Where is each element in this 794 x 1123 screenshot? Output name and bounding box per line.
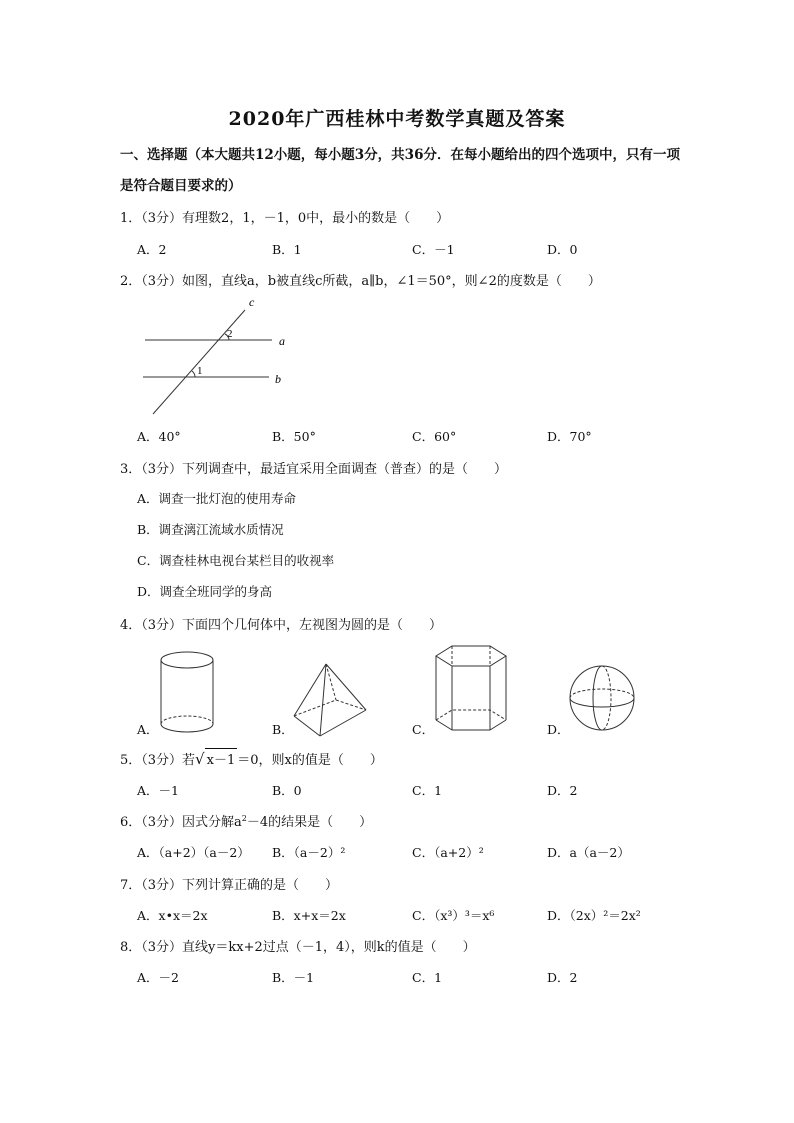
question-7-option-a: A．x•x＝2x (137, 908, 208, 923)
question-1-option-c: C．－1 (412, 242, 455, 257)
line-c (153, 310, 245, 414)
question-6-stem-post: －4的结果是（ ） (246, 815, 373, 830)
question-7-option-c: C．（x³）³＝x⁶ (412, 908, 495, 923)
question-3-option-c: C．调查桂林电视台某栏目的收视率 (137, 553, 335, 568)
angle-1-label: 1 (197, 365, 203, 377)
section-heading: 一、选择题（本大题共12小题，每小题3分，共36分．在每小题给出的四个选项中，只有一项是符合题目要求的） (120, 147, 680, 194)
line-b-label: b (275, 372, 281, 386)
question-5-option-d: D．2 (547, 783, 578, 798)
question-1-option-a: A．2 (137, 242, 167, 257)
question-3-option-d: D．调查全班同学的身高 (137, 584, 273, 599)
question-5-option-c: C．1 (412, 783, 443, 798)
question-8-option-c: C．1 (412, 970, 443, 985)
line-a-label: a (279, 334, 285, 348)
question-4-option-b: B． (272, 722, 294, 737)
question-8-option-a: A．－2 (137, 970, 179, 985)
page-title: 2020年广西桂林中考数学真题及答案 (228, 108, 566, 130)
question-6-option-c: C．（a+2）² (412, 845, 484, 860)
line-c-label: c (249, 295, 255, 309)
question-6-option-b: B．（a－2）² (272, 845, 346, 860)
parallel-lines-figure (135, 292, 295, 418)
question-5-stem-pre: 5．（3分）若 (120, 753, 196, 768)
question-4-option-d: D． (547, 722, 570, 737)
question-4-option-a: A． (137, 722, 159, 737)
sphere-figure (566, 662, 638, 734)
question-3-stem: 3．（3分）下列调查中，最适宜采用全面调查（普查）的是（ ） (120, 462, 508, 477)
question-3-option-b: B．调查漓江流域水质情况 (137, 522, 284, 537)
question-3-option-a: A．调查一批灯泡的使用寿命 (137, 491, 297, 506)
question-6-exponent: 2 (241, 814, 247, 823)
question-5-option-a: A．－1 (137, 783, 179, 798)
question-2-option-c: C．60° (412, 429, 457, 444)
question-6-option-a: A．（a+2）（a－2） (137, 845, 250, 860)
question-2-stem: 2．（3分）如图，直线a，b被直线c所截，a∥b，∠1＝50°，则∠2的度数是（ ） (120, 274, 601, 289)
question-7-option-b: B．x+x＝2x (272, 908, 346, 923)
question-4-stem: 4．（3分）下面四个几何体中，左视图为圆的是（ ） (120, 618, 443, 633)
question-6-option-d: D．a（a－2） (547, 845, 630, 860)
angle-1-arc (192, 371, 195, 377)
question-8-stem: 8．（3分）直线y＝kx+2过点（－1，4），则k的值是（ ） (120, 940, 476, 955)
question-5-stem-post: ＝0，则x的值是（ ） (237, 753, 383, 768)
question-6-stem-pre: 6．（3分）因式分解a (120, 815, 242, 830)
question-7-option-d: D．（2x）²＝2x² (547, 908, 641, 923)
question-1-option-d: D．0 (547, 242, 578, 257)
pyramid-figure (290, 660, 370, 740)
question-2-option-d: D．70° (547, 429, 592, 444)
question-1-stem: 1．（3分）有理数2，1，－1，0中，最小的数是（ ） (120, 211, 450, 226)
hexagonal-prism-figure (432, 644, 512, 736)
angle-2-label: 2 (227, 328, 233, 340)
radical-sign-icon: √ (195, 750, 205, 768)
question-8-option-d: D．2 (547, 970, 578, 985)
cylinder-figure (158, 648, 218, 736)
question-4-option-c: C． (412, 722, 435, 737)
question-5-stem (120, 748, 383, 768)
question-6-stem (120, 811, 372, 830)
question-2-option-b: B．50° (272, 429, 316, 444)
question-7-stem: 7．（3分）下列计算正确的是（ ） (120, 878, 339, 893)
question-8-option-b: B．－1 (272, 970, 315, 985)
question-1-option-b: B．1 (272, 242, 302, 257)
question-5-option-b: B．0 (272, 783, 302, 798)
question-2-option-a: A．40° (137, 429, 181, 444)
question-5-radicand: x－1 (205, 748, 238, 768)
